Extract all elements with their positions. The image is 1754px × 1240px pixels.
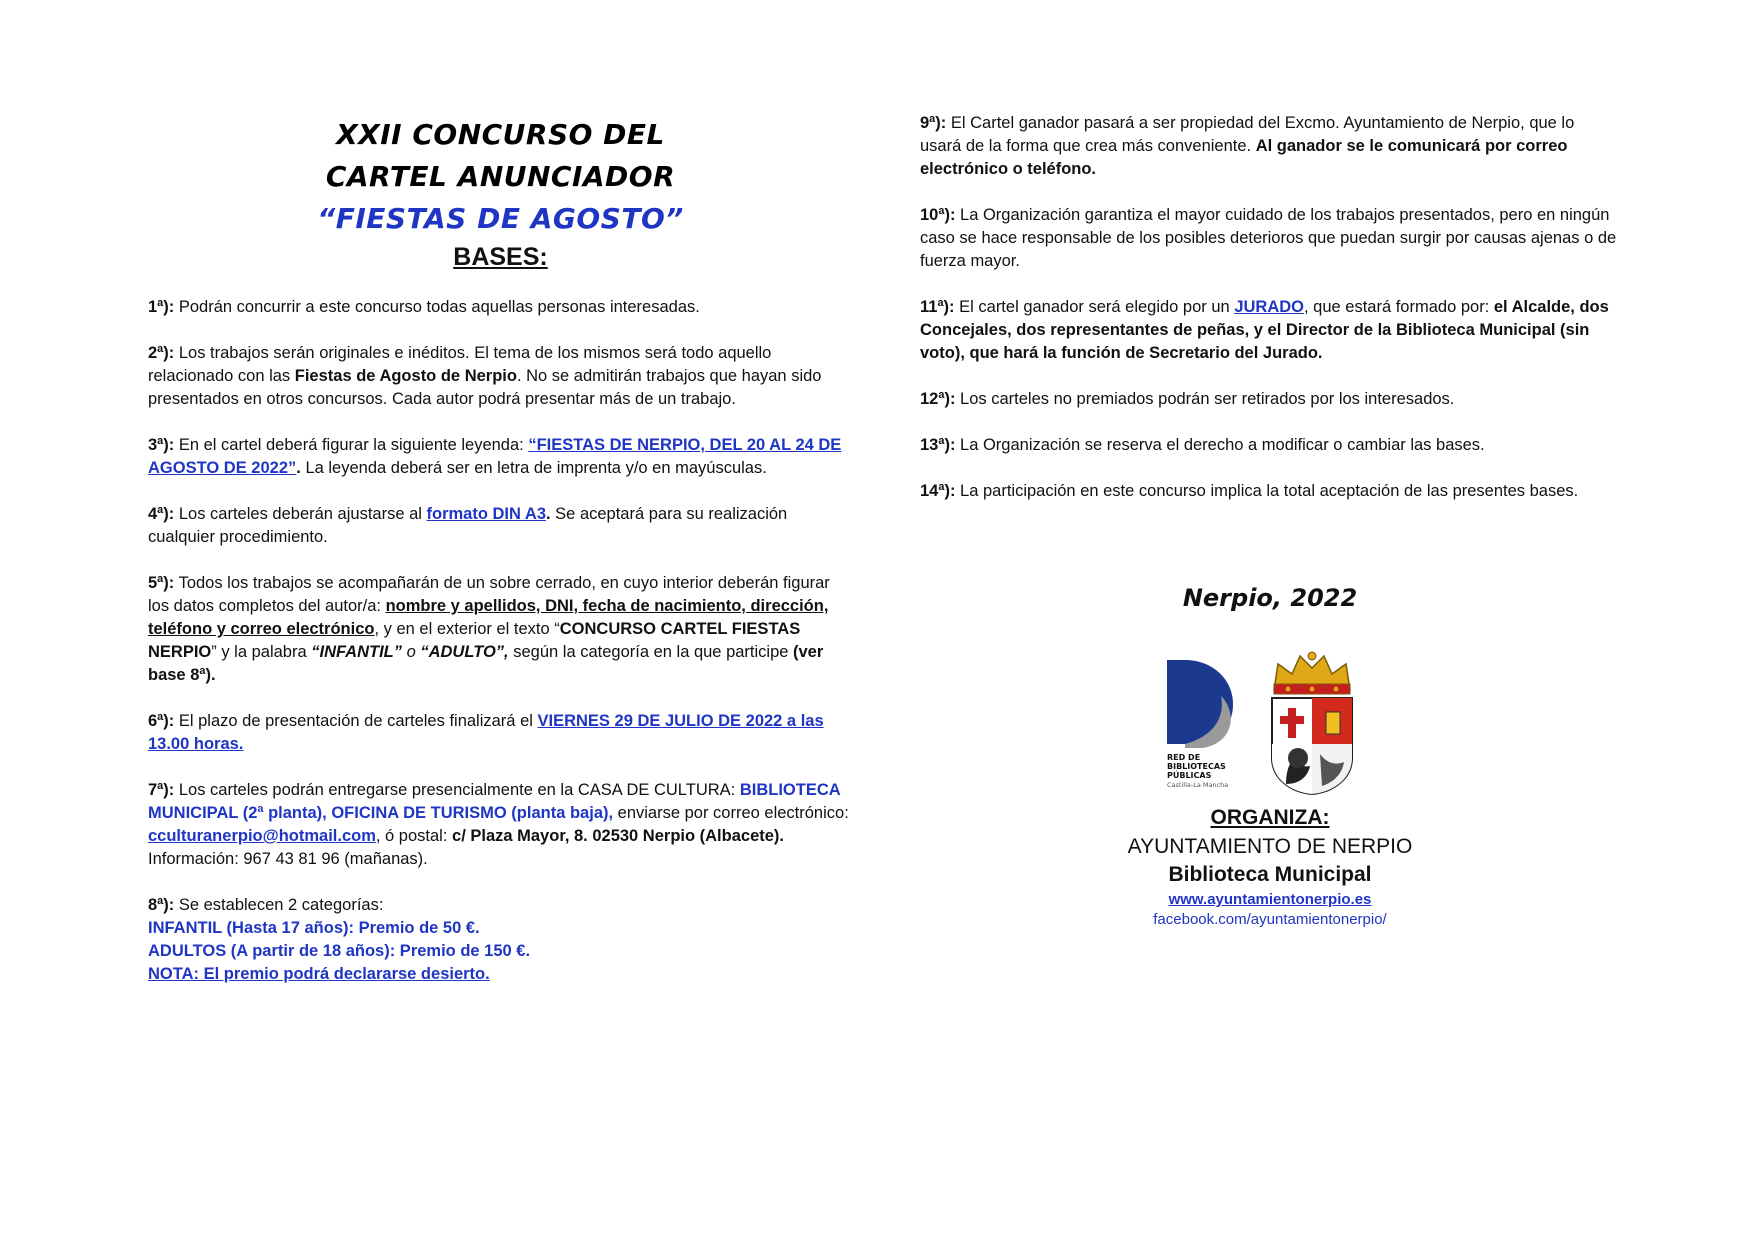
rule-text: El cartel ganador será elegido por un [954, 298, 1235, 316]
organizer-block [1110, 804, 1430, 930]
rule-text: Se establecen 2 categorías: [174, 896, 384, 914]
rule-number: 12ª): [920, 390, 956, 408]
prize-note[interactable]: NOTA: El premio podrá declararse desierto. [148, 965, 490, 983]
rule-text: Se aceptará para su realización cualquier procedimiento. [148, 505, 788, 546]
title-line-3: “FIESTAS DE AGOSTO” [317, 202, 684, 235]
rule-italic: o [401, 643, 421, 661]
rule-6 [148, 710, 853, 756]
rule-text: , y en el exterior el texto “ [374, 620, 560, 638]
organizer-biblioteca: Biblioteca Municipal [1168, 863, 1372, 886]
rule-7 [148, 779, 853, 871]
rule-number: 2ª): [148, 344, 175, 362]
rule-bold: (ver base 8ª). [148, 643, 824, 684]
rule-number: 9ª): [920, 114, 947, 132]
rule-number: 13ª): [920, 436, 956, 454]
rule-number: 11ª): [920, 298, 955, 316]
rule-3 [148, 434, 853, 480]
rule-text: Los carteles no premiados podrán ser retirados por los interesados. [955, 390, 1455, 408]
rule-10 [920, 204, 1620, 273]
city-date: Nerpio, 2022 [1182, 584, 1358, 612]
bases-heading: BASES: [453, 243, 548, 271]
rule-text: El plazo de presentación de carteles finalizará el [174, 712, 538, 730]
rule-text: Podrán concurrir a este concurso todas aquellas personas interesadas. [174, 298, 700, 316]
logo-text-1: RED DE [1167, 753, 1201, 762]
rule-text: ” y la palabra [211, 643, 312, 661]
rule-13 [920, 434, 1620, 457]
rule-bold-italic: “INFANTIL” [311, 643, 402, 661]
rule-bold: . [546, 505, 551, 523]
category-infantil: INFANTIL (Hasta 17 años): Premio de 50 €. [148, 919, 480, 937]
rule-number: 5ª): [148, 574, 175, 592]
rule-text: La leyenda deberá ser en letra de imprenta y/o en mayúsculas. [300, 459, 767, 477]
rule-bold: Fiestas de Agosto de Nerpio [294, 367, 517, 385]
rule-14 [920, 480, 1620, 503]
organiza-heading: ORGANIZA: [1210, 806, 1330, 829]
rule-text: Los carteles deberán ajustarse al [174, 505, 427, 523]
rule-number: 3ª): [148, 436, 175, 454]
rule-bold: c/ Plaza Mayor, 8. 02530 Nerpio (Albacete). [452, 827, 784, 845]
rule-bold: CONCURSO CARTEL FIESTAS NERPIO [148, 620, 801, 661]
rule-underlined: nombre y apellidos, DNI, fecha de nacimiento, dirección, teléfono y correo electrónico [148, 597, 829, 638]
jurado-link[interactable]: JURADO [1234, 298, 1304, 316]
right-column [920, 112, 1620, 526]
rule-number: 10ª): [920, 206, 956, 224]
library-network-logo [1163, 656, 1253, 792]
rule-text: Todos los trabajos se acompañarán de un sobre cerrado, en cuyo interior deberán figurar los datos completos del autor/a: [148, 574, 830, 615]
category-adultos: ADULTOS (A partir de 18 años): Premio de 150 €. [148, 942, 531, 960]
rule-number: 7ª): [148, 781, 175, 799]
rule-9 [920, 112, 1620, 181]
crown-icon [1274, 652, 1350, 694]
left-column [148, 114, 853, 1009]
rule-text: El Cartel ganador pasará a ser propiedad del Excmo. Ayuntamiento de Nerpio, que lo usará de la forma que crea más conveniente. [920, 114, 1575, 155]
rule-text: Los carteles podrán entregarse presencialmente en la CASA DE CULTURA: [174, 781, 740, 799]
rule-text: , ó postal: [375, 827, 453, 845]
rule-text: La Organización se reserva el derecho a modificar o cambiar las bases. [955, 436, 1485, 454]
rule-text: En el cartel deberá figurar la siguiente leyenda: [174, 436, 529, 454]
rule-text: enviarse por correo electrónico: [613, 804, 849, 822]
rule-text: Los trabajos serán originales e inéditos. El tema de los mismos será todo aquello relacionado con las [148, 344, 772, 385]
document-title [148, 114, 853, 274]
rule-text: , que estará formado por: [1304, 298, 1494, 316]
facebook-link[interactable]: facebook.com/ayuntamientonerpio/ [1153, 911, 1387, 928]
nerpio-coat-of-arms [1264, 650, 1360, 796]
rule-text: . No se admitirán trabajos que hayan sido presentados en otros concursos. Cada autor podrá presentar más de un trabajo. [148, 367, 822, 408]
format-link[interactable]: formato DIN A3 [426, 505, 546, 523]
rule-number: 8ª): [148, 896, 175, 914]
shield-icon [1272, 698, 1352, 794]
rule-bold-italic: “ADULTO”, [420, 643, 509, 661]
rule-1 [148, 296, 853, 319]
rule-text: según la categoría en la que participe [508, 643, 794, 661]
title-line-2: CARTEL ANUNCIADOR [325, 160, 676, 193]
rule-bold: el Alcalde, dos Concejales, dos representantes de peñas, y el Director de la Biblioteca Municipal (sin voto), que hará la función de Secretario del Jurado. [920, 298, 1609, 362]
rule-2 [148, 342, 853, 411]
logo-text-4: Castilla-La Mancha [1167, 781, 1229, 789]
rule-number: 4ª): [148, 505, 175, 523]
rule-8 [148, 894, 853, 986]
rule-11 [920, 296, 1620, 365]
title-line-1: XXII CONCURSO DEL [336, 118, 665, 151]
rule-blue: BIBLIOTECA MUNICIPAL (2ª planta), OFICINA DE TURISMO (planta baja), [148, 781, 841, 822]
rule-text: Información: 967 43 81 96 (mañanas). [148, 850, 428, 868]
rule-bold: . [296, 459, 301, 477]
email-link[interactable]: cculturanerpio@hotmail.com [148, 827, 376, 845]
organizer-ayuntamiento: AYUNTAMIENTO DE NERPIO [1127, 835, 1413, 858]
rule-5 [148, 572, 853, 687]
rule-bold: Al ganador se le comunicará por correo electrónico o teléfono. [920, 137, 1568, 178]
rule-12 [920, 388, 1620, 411]
logo-text-3: PÚBLICAS [1167, 771, 1212, 780]
rule-number: 6ª): [148, 712, 175, 730]
logo-text-2: BIBLIOTECAS [1167, 762, 1226, 771]
rule-number: 1ª): [148, 298, 175, 316]
legend-link[interactable]: “FIESTAS DE NERPIO, DEL 20 AL 24 DE AGOSTO DE 2022” [148, 436, 842, 477]
website-link[interactable]: www.ayuntamientonerpio.es [1168, 891, 1372, 908]
rule-text: La Organización garantiza el mayor cuidado de los trabajos presentados, pero en ningún caso se hace responsable de los posibles deterioros que puedan surgir por causas ajenas o de fuerza mayor. [920, 206, 1617, 270]
deadline-link[interactable]: VIERNES 29 DE JULIO DE 2022 a las 13.00 horas. [148, 712, 824, 753]
rule-text: La participación en este concurso implica la total aceptación de las presentes bases. [955, 482, 1579, 500]
rule-number: 14ª): [920, 482, 956, 500]
rule-4 [148, 503, 853, 549]
